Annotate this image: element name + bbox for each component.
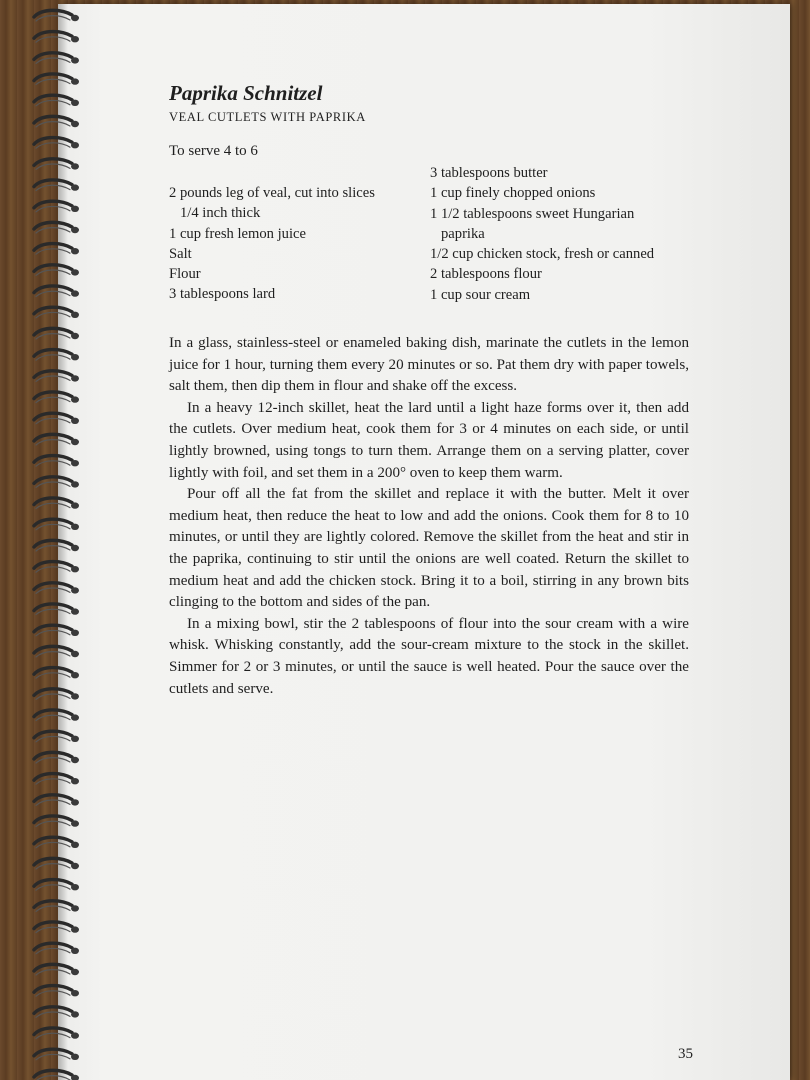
instruction-paragraph: In a mixing bowl, stir the 2 tablespoons of flour into the sour cream with a wire whisk. Whisking constantly, add the sour-cream mixture to the stock in the skillet. Simmer for 2 or 3 minutes, or until the sauce is well heated. Pour the sauce over the cutlets and serve.: [169, 615, 689, 697]
ingredients-left-column: [169, 183, 419, 305]
ingredient-item: Flour: [169, 266, 201, 283]
ingredients-right-column: [430, 163, 700, 305]
serving-size: To serve 4 to 6: [169, 143, 258, 159]
spiral-binding: [28, 2, 88, 1080]
page-number: 35: [678, 1046, 693, 1062]
recipe-instructions: [169, 333, 689, 700]
recipe-title: Paprika Schnitzel: [169, 81, 323, 105]
ingredient-item: 3 tablespoons butter: [430, 165, 548, 181]
ingredient-item: 1 cup sour cream: [430, 286, 531, 303]
instruction-paragraph: In a heavy 12-inch skillet, heat the lard until a light haze forms over it, then add the cutlets. Over medium heat, cook them for 3 or 4 minutes on each side, or until lightly browned, using tongs to turn them. Arrange them on a serving platter, cover lightly with foil, and set them in a 200° oven to keep them warm.: [169, 399, 689, 481]
ingredient-item: 2 tablespoons flour: [430, 266, 542, 283]
recipe-content: [169, 78, 689, 700]
ingredients-list: [169, 163, 689, 305]
instruction-paragraph: Pour off all the fat from the skillet and replace it with the butter. Melt it over medium heat, then reduce the heat to low and add the onions. Cook them for 8 to 10 minutes, or until they are lightly colored. Remove the skillet from the heat and stir in the paprika, continuing to stir until the onions are well coated. Return the skillet to medium heat and add the chicken stock. Bring it to a boil, stirring in any brown bits clinging to the bottom and sides of the pan.: [169, 486, 689, 611]
ingredient-item: 1 cup finely chopped onions: [430, 185, 596, 202]
ingredient-item: 1 cup fresh lemon juice: [169, 225, 306, 242]
instruction-paragraph: In a glass, stainless-steel or enameled baking dish, marinate the cutlets in the lemon juice for 1 hour, turning them every 20 minutes or so. Pat them dry with paper towels, salt them, then dip them in flour and shake off the excess.: [169, 335, 689, 395]
ingredient-item: 1 1/2 tablespoons sweet Hungarian paprika: [430, 205, 635, 242]
ingredient-item: 3 tablespoons lard: [169, 286, 276, 303]
ingredient-item: 1/2 cup chicken stock, fresh or canned: [430, 246, 655, 263]
recipe-subtitle: VEAL CUTLETS WITH PAPRIKA: [169, 110, 366, 124]
ingredient-item: 2 pounds leg of veal, cut into slices 1/4 inch thick: [169, 185, 375, 222]
ingredient-item: Salt: [169, 245, 192, 262]
